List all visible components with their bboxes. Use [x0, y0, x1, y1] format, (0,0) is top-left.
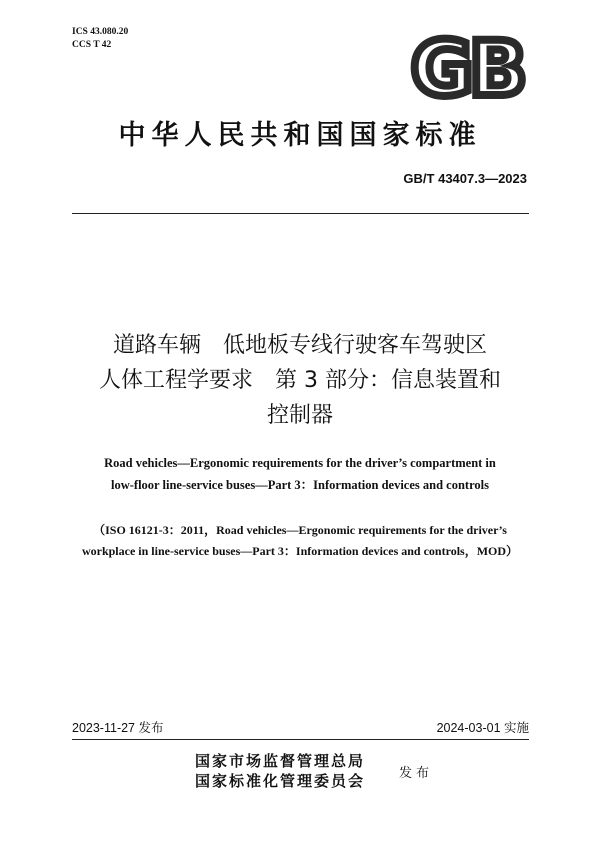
ccs-code: CCS T 42 — [72, 40, 112, 50]
chinese-title — [0, 328, 600, 433]
issuer-sac: 国家标准化管理委员会 — [195, 772, 366, 790]
implementation-date: 2024-03-01 实施 — [436, 721, 529, 735]
english-title-line-2: low-floor line-service buses—Part 3：Information devices and controls — [111, 478, 489, 492]
chinese-title-line-1: 道路车辆 低地板专线行驶客车驾驶区 — [112, 333, 487, 358]
chinese-title-line-2: 人体工程学要求 第 3 部分：信息装置和 — [99, 368, 501, 393]
iso-reference-line-2: workplace in line-service buses—Part 3：Information devices and controls，MOD） — [81, 544, 519, 558]
top-divider — [72, 213, 529, 214]
chinese-title-line-3: 控制器 — [266, 403, 333, 428]
issuer-samr: 国家市场监督管理总局 — [195, 752, 366, 770]
bottom-divider — [72, 739, 529, 740]
classification-codes — [72, 26, 128, 52]
ics-code: ICS 43.080.20 — [72, 27, 129, 37]
english-title-line-1: Road vehicles—Ergonomic requirements for the driver’s compartment in — [104, 456, 496, 470]
iso-reference — [0, 520, 600, 562]
issuing-authorities — [195, 751, 365, 791]
iso-reference-line-1: （ISO 16121-3：2011，Road vehicles—Ergonomic requirements for the driver’s — [93, 523, 507, 537]
gb-logo-text: GB — [410, 33, 524, 101]
publication-date: 2023-11-27 发布 — [72, 721, 164, 735]
standard-number: GB/T 43407.3—2023 — [403, 171, 527, 186]
english-title — [0, 452, 600, 496]
issued-label: 发布 — [399, 766, 434, 781]
gb-logo — [407, 33, 527, 101]
national-standard-title: 中华人民共和国国家标准 — [118, 120, 482, 151]
